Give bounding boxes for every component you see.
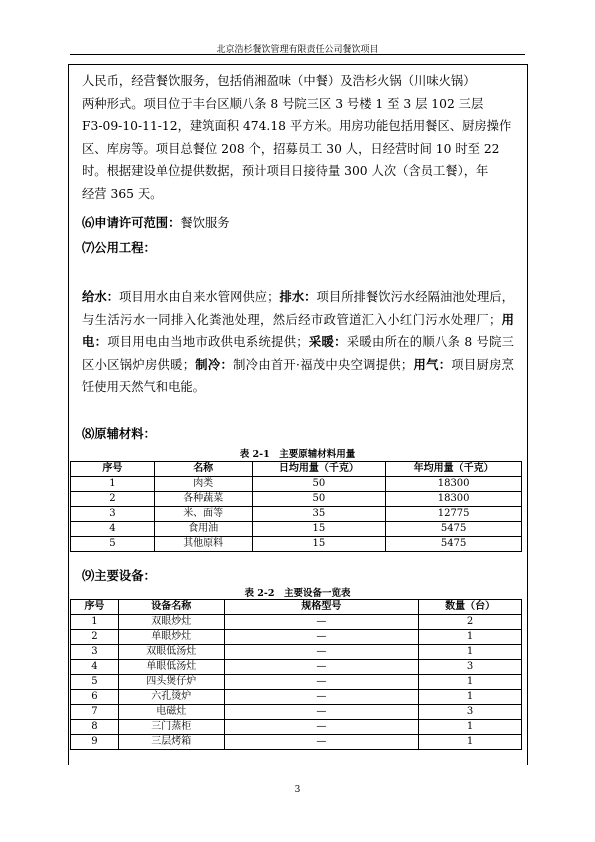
header-cell: 日均用量（千克） [252,462,386,477]
materials-table [70,461,522,552]
table-cell: 50 [252,477,386,492]
drain-label: 排水： [279,289,317,304]
materials-heading: ⑻原辅材料： [82,426,156,441]
table-cell: 1 [71,477,155,492]
table-row [71,630,522,645]
intro-line: 人民币，经营餐饮服务，包括俏湘盈味（中餐）及浩杉火锅（川味火锅） [82,74,476,88]
header-cell: 年均用量（千克） [386,462,522,477]
table-cell: 电磁灶 [118,705,224,720]
table-cell: 1 [419,645,522,660]
header-cell: 序号 [71,462,155,477]
table-cell: — [224,675,419,690]
table-cell: 9 [71,735,119,750]
heat-label: 采暖： [308,334,347,350]
table-cell: 12775 [386,507,522,522]
table-cell: 18300 [386,492,522,507]
table-row [71,615,522,630]
table-cell: 2 [419,615,522,630]
table-cell: 7 [71,705,119,720]
table-cell: — [224,720,419,735]
table-cell: 各种蔬菜 [154,492,252,507]
table-row [71,675,522,690]
intro-line: 区、库房等。项目总餐位 208 个，招募员工 30 人，日经营时间 10 时至 22 [82,141,500,156]
table-cell: 8 [71,720,119,735]
equipment-caption: 表 2-2 主要设备一览表 [244,588,351,599]
table-cell: — [224,705,419,720]
heat-text: 采暖由所在的顺八条 8 号院三区小区锅炉房供暖； [82,335,514,372]
equipment-heading: ⑼主要设备： [82,568,156,583]
table-cell: 15 [252,537,386,552]
table-cell: 4 [71,660,119,675]
table-cell: 4 [71,522,155,537]
header-cell: 数量（台） [419,600,522,615]
table-cell: 18300 [386,477,522,492]
table-cell: 四头煲仔炉 [118,675,224,690]
intro-line: 两种形式。项目位于丰台区顺八条 8 号院三区 3 号楼 1 至 3 层 102 三层 [82,96,484,111]
water-text: 项目用水由自来水管网供应； [119,290,280,304]
materials-caption: 表 2-1 主要原辅材料用量 [239,449,356,460]
table-cell: 1 [419,735,522,750]
intro-line: F3-09-10-11-12，建筑面积 474.18 平方米。用房功能包括用餐区、厨房操作 [82,119,512,134]
table-cell: 3 [419,660,522,675]
utilities-heading: ⑺公用工程： [82,240,156,255]
table-cell: 5 [71,537,155,552]
table-row [71,720,522,735]
header-cell: 设备名称 [118,600,224,615]
table-cell: 3 [71,645,119,660]
header-cell: 规格型号 [224,600,419,615]
table-cell: 其他原料 [154,537,252,552]
table-row [71,690,522,705]
table-cell: — [224,660,419,675]
table-cell: 2 [71,492,155,507]
cool-text: 制冷由首开·福茂中央空调提供； [233,357,414,372]
table-cell: 15 [252,522,386,537]
table-cell: 1 [419,675,522,690]
cool-label: 制冷： [195,356,234,372]
table-cell: 三层烤箱 [118,735,224,750]
table-cell: 1 [71,615,119,630]
table-cell: 2 [71,630,119,645]
table-row [71,522,522,537]
header-rule [70,54,525,55]
table-cell: 1 [419,690,522,705]
power-label: 用电： [82,311,514,350]
table-cell: 1 [419,720,522,735]
table-cell: 35 [252,507,386,522]
intro-line: 经营 365 天。 [82,186,163,201]
table-cell: — [224,615,419,630]
drain-text: 项目所排餐饮污水经隔油池处理后，与生活污水一同排入化粪池处理，然后经市政管道汇入小红门污水处理厂； [82,290,514,327]
table-row [71,660,522,675]
table-row [71,492,522,507]
table-cell: 5 [71,675,119,690]
table-row [71,645,522,660]
equipment-table [70,599,522,750]
page-number: 3 [294,785,301,795]
intro-line: 时。根据建设单位提供数据，预计项目日接待量 300 人次（含员工餐），年 [82,164,489,179]
table-cell: 3 [419,705,522,720]
water-label: 给水： [82,289,120,304]
table-cell: 单眼低汤灶 [118,660,224,675]
gas-label: 用气： [413,356,452,372]
permit-line [82,213,230,231]
table-header-row [71,600,522,615]
table-cell: — [224,630,419,645]
table-row [71,735,522,750]
table-cell: 6 [71,690,119,705]
table-row [71,705,522,720]
page-header: 北京浩杉餐饮管理有限责任公司餐饮项目 [216,45,379,55]
permit-label: ⑹申请许可范围： [82,215,181,230]
intro-paragraph [82,70,514,206]
permit-value: 餐饮服务 [180,216,230,230]
table-cell: 食用油 [154,522,252,537]
table-cell: 三门蒸柜 [118,720,224,735]
table-cell: 50 [252,492,386,507]
table-cell: 六孔烫炉 [118,690,224,705]
table-row [71,507,522,522]
table-cell: 肉类 [154,477,252,492]
table-cell: 5475 [386,537,522,552]
table-row [71,477,522,492]
table-cell: 双眼炒灶 [118,615,224,630]
table-row [71,537,522,552]
gas-text: 项目厨房烹饪使用天然气和电能。 [82,357,514,395]
table-cell: 米、面等 [154,507,252,522]
table-cell: — [224,645,419,660]
table-cell: 1 [419,630,522,645]
table-cell: 单眼炒灶 [118,630,224,645]
table-cell: — [224,690,419,705]
utilities-paragraph [82,286,514,399]
table-header-row [71,462,522,477]
table-cell: 5475 [386,522,522,537]
table-cell: 双眼低汤灶 [118,645,224,660]
table-cell: — [224,735,419,750]
header-cell: 序号 [71,600,119,615]
table-cell: 3 [71,507,155,522]
header-cell: 名称 [154,462,252,477]
power-text: 项目用电由当地市政供电系统提供； [107,335,309,350]
